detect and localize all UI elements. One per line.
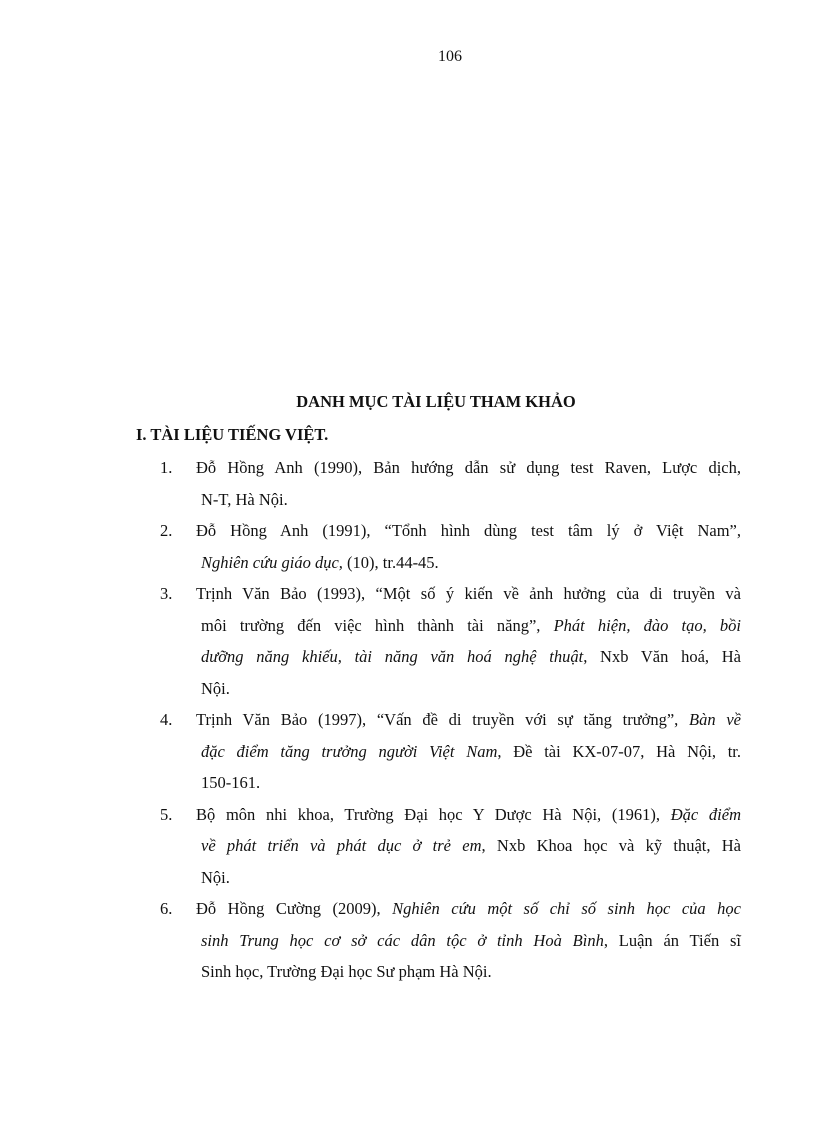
reference-list [0,452,816,988]
reference-item [0,452,816,515]
reference-line [196,484,741,516]
reference-line [196,547,741,579]
reference-line [196,515,741,547]
reference-number: 5. [160,804,173,824]
reference-segment: Đỗ Hồng Anh (1990), Bản hướng dẫn sử dụng test Raven, Lược dịch, [196,458,741,477]
reference-segment: Đỗ Hồng Anh (1991), “Tổnh hình dùng test tâm lý ở Việt Nam”, [196,521,741,540]
reference-title-italic: đặc điểm tăng trưởng người Việt Nam [201,741,498,761]
reference-segment: Trịnh Văn Bảo (1997), “Vấn đề di truyền với sự tăng trưởng”, [196,710,690,729]
reference-title-italic: Nghiên cứu giáo dục, [201,552,343,572]
reference-segment: N-T, Hà Nội. [201,489,288,509]
reference-title-italic: Phát hiện, đào tạo, bồi [553,615,741,635]
reference-line [196,452,741,484]
reference-line [196,830,741,862]
reference-segment: , Nxb Văn hoá, Hà [583,647,741,666]
reference-segment: , Đề tài KX-07-07, Hà Nội, tr. [497,741,741,761]
reference-text [196,515,741,578]
reference-line [196,956,741,988]
reference-item [0,799,816,894]
reference-segment: 150-161. [201,773,261,792]
page-heading: DANH MỤC TÀI LIỆU THAM KHẢO [296,392,576,411]
reference-segment: Nội. [201,678,230,698]
reference-segment: , Nxb Khoa học và kỹ thuật, Hà [481,836,741,855]
reference-item [0,704,816,799]
reference-title-italic: về phát triển và phát dục ở trẻ em [201,836,482,855]
reference-line [196,704,741,736]
reference-number: 3. [160,584,173,603]
reference-item [0,578,816,704]
reference-segment: Đỗ Hồng Cường (2009), [196,899,393,918]
reference-title-italic: dưỡng năng khiếu, tài năng văn hoá nghệ thuật [201,647,584,666]
reference-text [196,799,741,894]
reference-text [196,704,741,799]
reference-segment: Trịnh Văn Bảo (1993), “Một số ý kiến về ảnh hưởng của di truyền và [196,584,741,603]
reference-segment: (10), tr.44-45. [342,552,439,572]
reference-line [196,610,741,642]
reference-line [196,893,741,925]
reference-title-italic: sinh Trung học cơ sở các dân tộc ở tỉnh Hoà Bình [201,930,604,950]
reference-text [196,452,741,515]
page-number: 106 [438,48,462,65]
reference-text [196,893,741,988]
reference-line [196,736,741,768]
reference-line [196,578,741,610]
reference-text [196,578,741,704]
reference-item [0,893,816,988]
reference-number: 1. [160,458,173,477]
reference-segment: , Luận án Tiến sĩ [603,930,742,950]
reference-segment: Bộ môn nhi khoa, Trường Đại học Y Dược Hà Nội, (1961), [196,804,671,824]
reference-number: 4. [160,710,173,729]
reference-line [196,925,741,957]
reference-title-italic: Bàn về [689,710,741,729]
reference-line [196,799,741,831]
reference-title-italic: Đặc điểm [670,804,741,824]
reference-number: 6. [160,899,173,918]
reference-line [196,673,741,705]
reference-line [196,767,741,799]
reference-segment: môi trường đến việc hình thành tài năng”, [201,615,554,635]
reference-segment: Nội. [201,867,230,887]
reference-number: 2. [160,521,173,540]
reference-segment: Sinh học, Trường Đại học Sư phạm Hà Nội. [201,962,492,981]
reference-item [0,515,816,578]
reference-line [196,641,741,673]
reference-title-italic: Nghiên cứu một số chỉ số sinh học của học [392,899,741,918]
reference-line [196,862,741,894]
section-title: I. TÀI LIỆU TIẾNG VIỆT. [136,425,329,444]
